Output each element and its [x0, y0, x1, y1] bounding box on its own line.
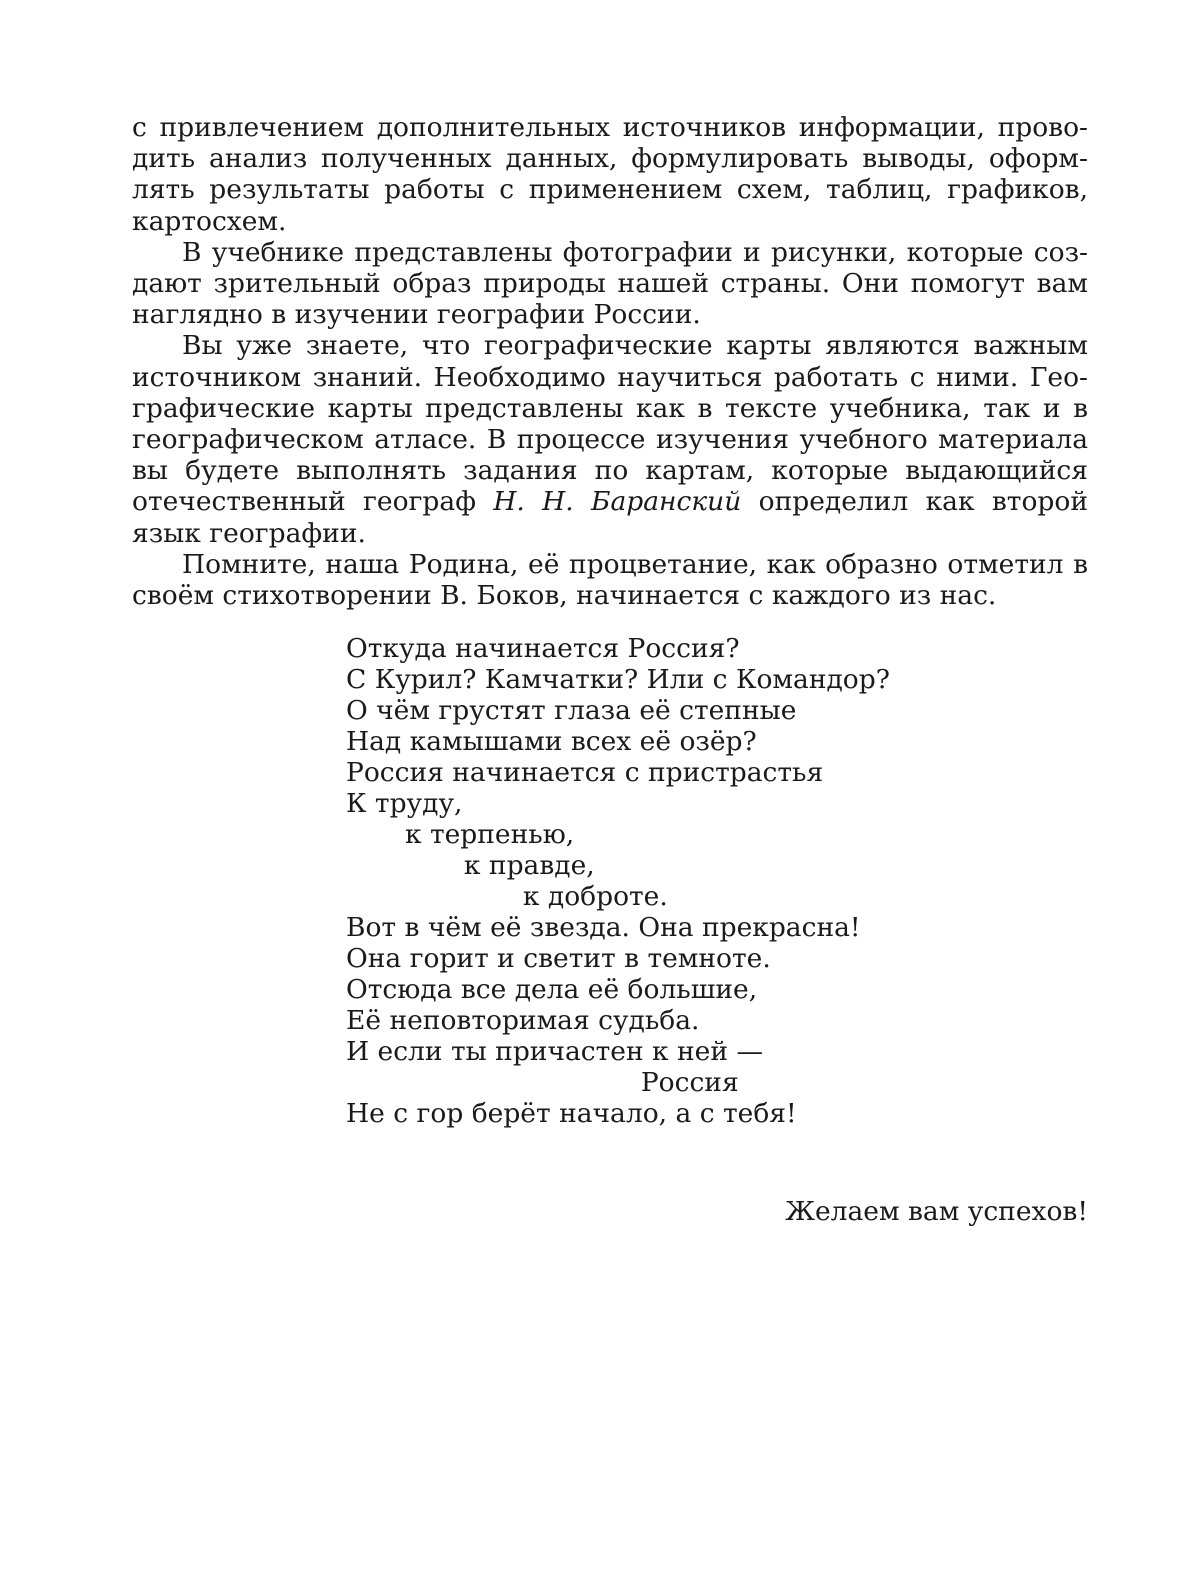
text-line: своём стихотворении В. Боков, начинается с каждого из нас. — [132, 580, 997, 612]
text-line: Помните, наша Родина, её процветание, как образно отметил в — [182, 548, 1088, 580]
paragraph-3 — [132, 330, 1088, 548]
poem-line: к терпенью, — [346, 819, 575, 850]
paragraph-2 — [132, 237, 1088, 331]
text-line: графические карты представлены как в тексте учебника, так и в — [132, 392, 1088, 424]
poem-line: И если ты причастен к ней — — [346, 1036, 763, 1067]
body-text — [132, 112, 1088, 611]
text-line: дить анализ полученных данных, формулировать выводы, оформ- — [132, 143, 1088, 175]
poem-line: О чём грустят глаза её степные — [346, 695, 797, 726]
text-line: дают зрительный образ природы нашей страны. Они помогут вам — [132, 268, 1088, 300]
text-line: Вы уже знаете, что географические карты являются важным — [182, 330, 1088, 362]
text-line: с привлечением дополнительных источников информации, прово- — [132, 112, 1088, 143]
text-line: В учебнике представлены фотографии и рисунки, которые соз- — [182, 236, 1088, 268]
text-line: язык географии. — [132, 517, 366, 549]
text-line-with-author — [132, 486, 1088, 517]
poem-line: Её неповторимая судьба. — [346, 1005, 700, 1036]
text-segment: определил как второй — [758, 486, 1088, 518]
text-line: географическом атласе. В процессе изучения учебного материала — [132, 424, 1088, 456]
poem-line: Она горит и светит в темноте. — [346, 943, 771, 974]
poem-line: Отсюда все дела её большие, — [346, 974, 758, 1005]
text-line: картосхем. — [132, 205, 287, 237]
poem-line: К труду, — [346, 788, 463, 819]
text-line: наглядно в изучении географии России. — [132, 299, 701, 331]
poem — [346, 633, 906, 1129]
poem-line: Россия — [346, 1067, 739, 1098]
text-segment: отечественный географ — [132, 486, 476, 518]
poem-line: Не с гор берёт начало, а с тебя! — [346, 1098, 797, 1129]
closing-wish: Желаем вам успехов! — [785, 1196, 1088, 1227]
poem-line: Откуда начинается Россия? — [346, 633, 740, 664]
poem-line: к доброте. — [346, 881, 668, 912]
text-line: источником знаний. Необходимо научиться работать с ними. Гео- — [132, 361, 1088, 393]
paragraph-1 — [132, 112, 1088, 237]
poem-line: С Курил? Камчатки? Или с Командор? — [346, 664, 890, 695]
text-line: лять результаты работы с применением схем, таблиц, графиков, — [132, 174, 1088, 206]
poem-line: Россия начинается с пристрастья — [346, 757, 824, 788]
poem-line: к правде, — [346, 850, 595, 881]
text-line: вы будете выполнять задания по картам, которые выдающийся — [132, 455, 1088, 487]
author-name: Н. Н. Баранский — [493, 486, 742, 518]
paragraph-4 — [132, 549, 1088, 611]
poem-line: Вот в чём её звезда. Она прекрасна! — [346, 912, 861, 943]
poem-line: Над камышами всех её озёр? — [346, 726, 757, 757]
